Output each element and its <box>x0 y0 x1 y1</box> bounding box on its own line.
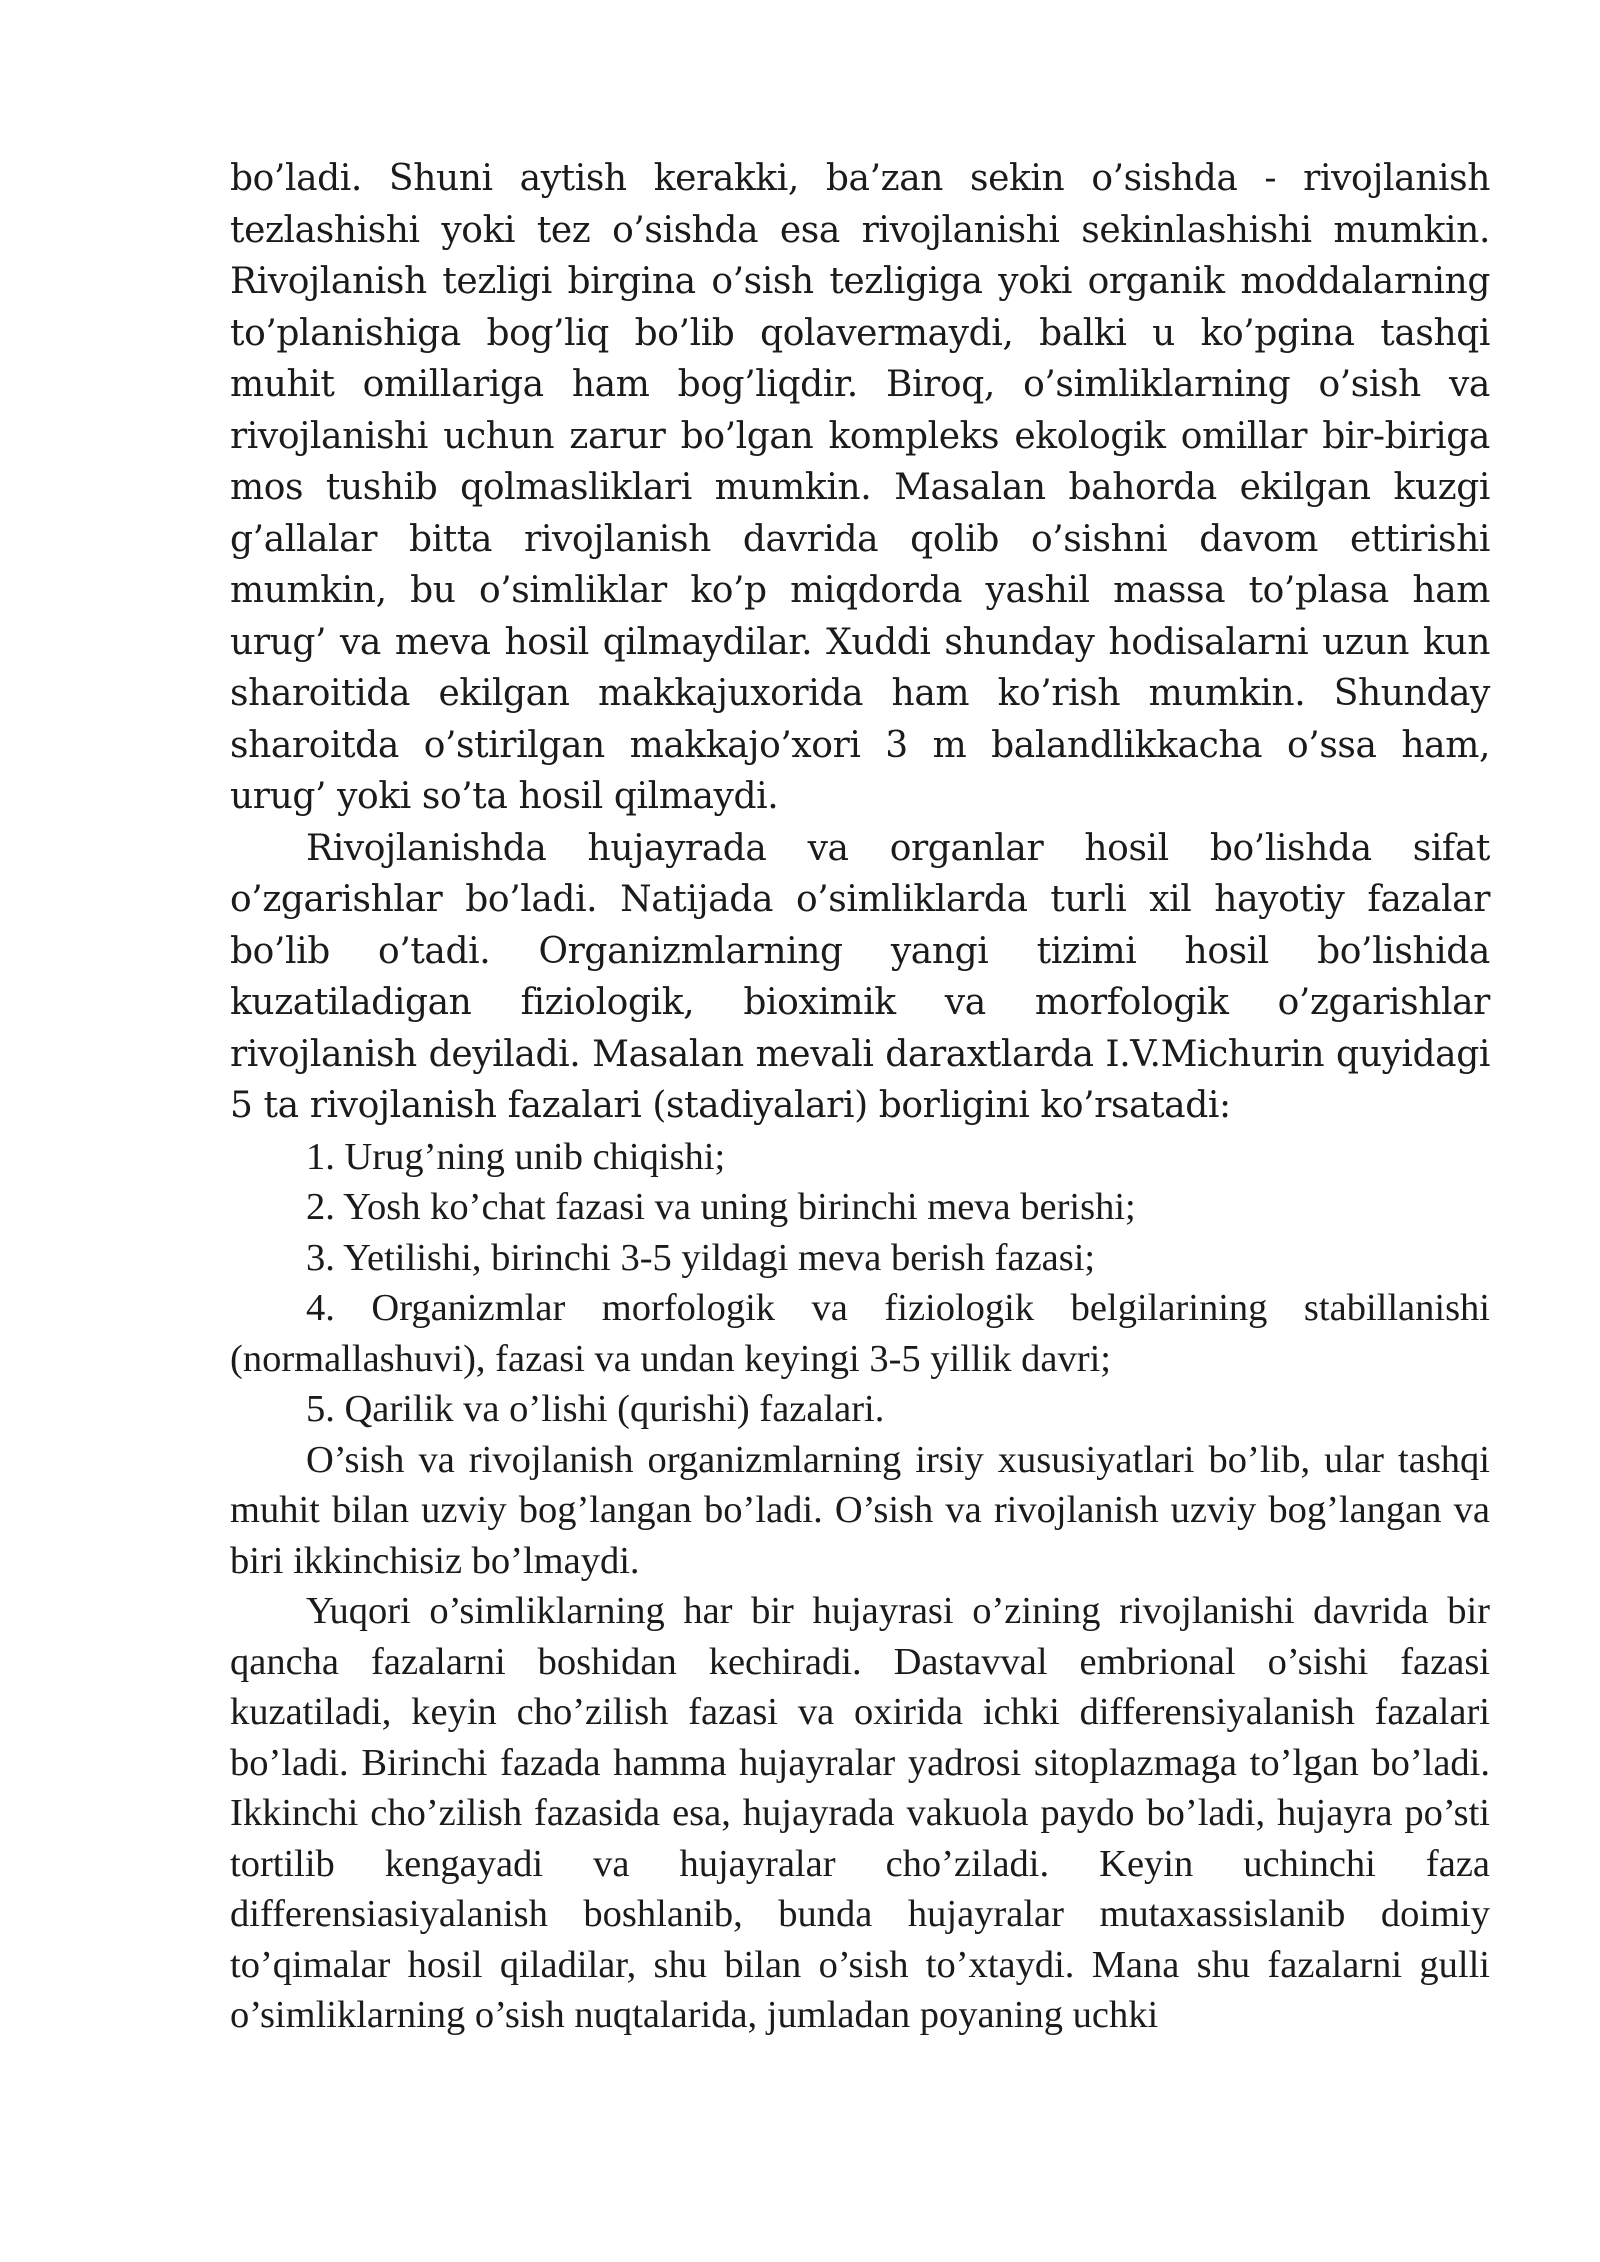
list-item: 4. Organizmlar morfologik va fiziologik belgilarining stabillanishi (normallashuvi), fazasi va undan keyingi 3-5 yillik davri; <box>230 1287 1490 1380</box>
paragraph-heredity: O’sish va rivojlanish organizmlarning irsiy xususiyatlari bo’lib, ular tashqi muhit bilan uzviy bog’langan bo’ladi. O’sish va rivojlanish uzviy bog’langan va biri ikkinchisiz bo’lmaydi. <box>230 1438 1490 1582</box>
paragraph-cell-phases: Yuqori o’simliklarning har bir hujayrasi o’zining rivojlanishi davrida bir qancha fazalarni boshidan kechiradi. Dastavval embrional o’sishi fazasi kuzatiladi, keyin cho’zilish fazasi va oxirida ichki differensiyalanish fazalari bo’ladi. Birinchi fazada hamma hujayralar yadrosi sitoplazmaga to’lgan bo’ladi. Ikkinchi cho’zilish fazasida esa, hujayrada vakuola paydo bo’ladi, hujayra po’sti tortilib kengayadi va hujayralar cho’ziladi. Keyin uchinchi faza differensiasiyalanish boshlanib, bunda hujayralar mutaxassislanib doimiy to’qimalar hosil qiladilar, shu bilan o’sish to’xtaydi. Mana shu fazalarni gulli o’simliklarning o’sish nuqtalarida, jumladan poyaning uchki <box>230 1590 1490 2036</box>
page-text-body <box>230 153 1490 2041</box>
list-item: 1. Urug’ning unib chiqishi; <box>306 1135 726 1178</box>
paragraph-continuation: bo’ladi. Shuni aytish kerakki, ba’zan sekin o’sishda - rivojlanish tezlashishi yoki tez o’sishda esa rivojlanishi sekinlashishi mumkin. Rivojlanish tezligi birgina o’sish tezligiga yoki organik moddalarning to’planishiga bog’liq bo’lib qolavermaydi, balki u ko’pgina tashqi muhit omillariga ham bog’liqdir. Biroq, o’simliklarning o’sish va rivojlanishi uchun zarur bo’lgan kompleks ekologik omillar bir-biriga mos tushib qolmasliklari mumkin. Masalan bahorda ekilgan kuzgi g’allalar bitta rivojlanish davrida qolib o’sishni davom ettirishi mumkin, bu o’simliklar ko’p miqdorda yashil massa to’plasa ham urug’ va meva hosil qilmaydilar. Xuddi shunday hodisalarni uzun kun sharoitida ekilgan makkajuxorida ham ko’rish mumkin. Shunday sharoitda o’stirilgan makkajo’xori 3 m balandlikkacha o’ssa ham, urug’ yoki so’ta hosil qilmaydi. <box>230 158 1490 817</box>
development-phases-list <box>230 1132 1490 2041</box>
list-item: 2. Yosh ko’chat fazasi va uning birinchi meva berishi; <box>306 1186 1136 1228</box>
list-item: 3. Yetilishi, birinchi 3-5 yildagi meva berish fazasi; <box>306 1236 1096 1279</box>
list-item: 5. Qarilik va o’lishi (qurishi) fazalari. <box>306 1388 885 1430</box>
paragraph-development-definition: Rivojlanishda hujayrada va organlar hosil bo’lishda sifat o’zgarishlar bo’ladi. Natijada o’simliklarda turli xil hayotiy fazalar bo’lib o’tadi. Organizmlarning yangi tizimi hosil bo’lishida kuzatiladigan fiziologik, bioximik va morfologik o’zgarishlar rivojlanish deyiladi. Masalan mevali daraxtlarda I.V.Michurin quyidagi 5 ta rivojlanish fazalari (stadiyalari) borligini ko’rsatadi: <box>230 827 1490 1126</box>
